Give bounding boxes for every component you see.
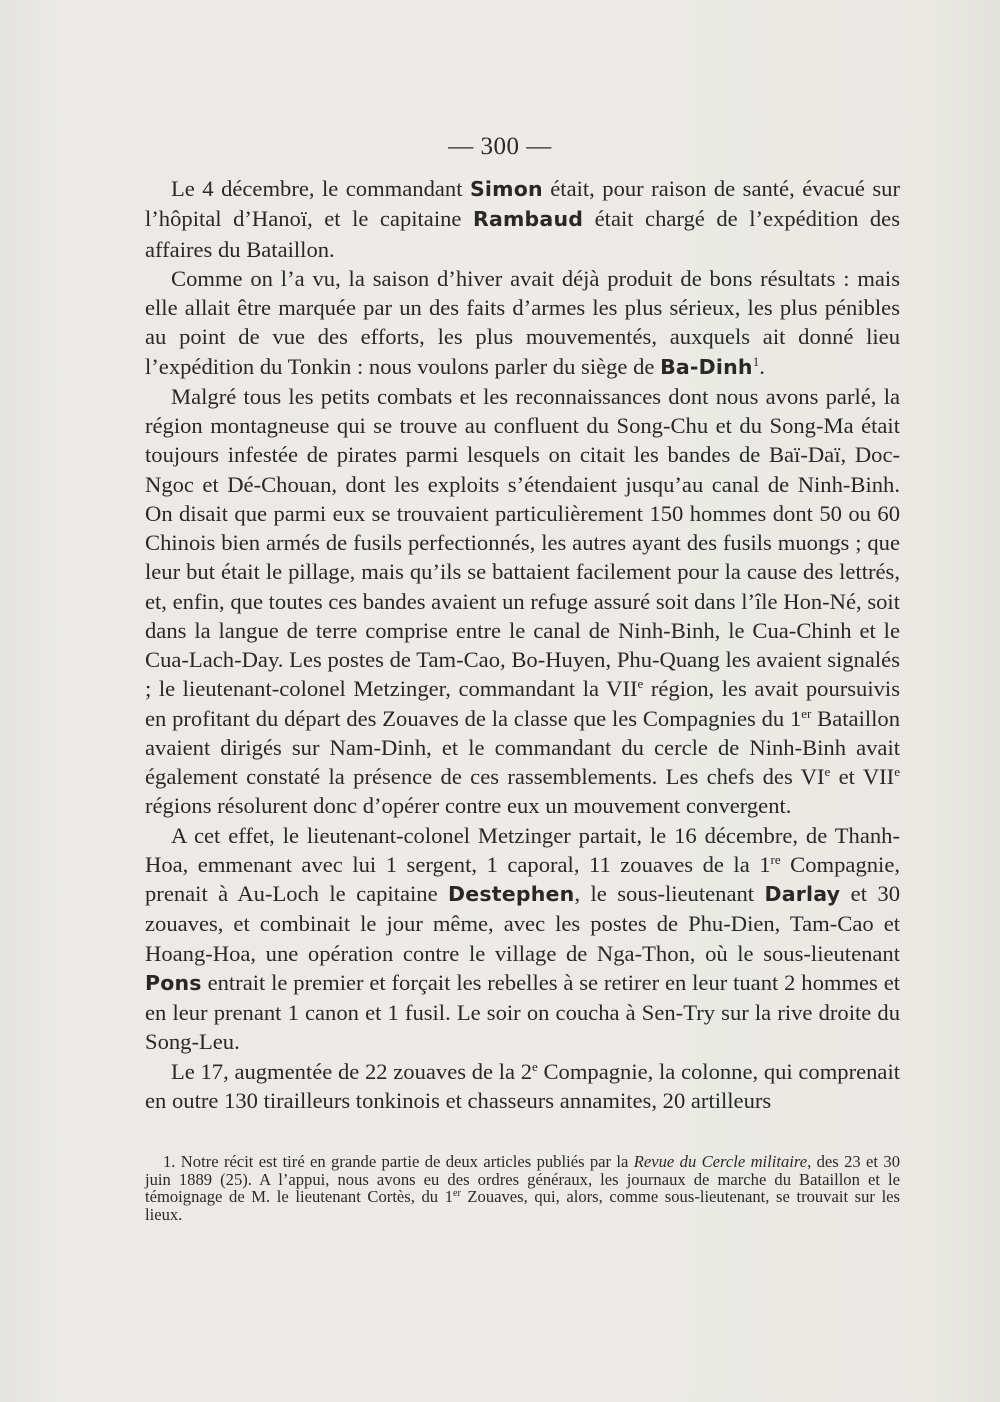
bold-name: Pons [145, 970, 202, 995]
text-run: et VII [830, 764, 895, 789]
paragraph [145, 1057, 900, 1116]
bold-name: Rambaud [472, 207, 584, 232]
text-run: Le 17, augmentée de 22 zouaves de la 2 [171, 1058, 533, 1084]
superscript: 1 [752, 353, 760, 369]
superscript: er [801, 705, 812, 721]
text-run: Compagnie, la colonne, qui comprenait en outre 130 tirailleurs tonkinois et chasseurs annamites, 20 artilleurs [145, 1058, 901, 1113]
text-run: Le 4 décembre, le commandant [171, 176, 470, 201]
text-run: était, pour raison de santé, évacué sur l’hôpital d’Hanoï, et le capitaine [145, 176, 900, 232]
superscript: er [453, 1188, 461, 1200]
paragraph [145, 174, 900, 264]
text-run: Comme on l’a vu, la saison d’hiver avait déjà produit de bons résultats : mais elle allait être marquée par un des faits d’armes les plus sérieux, les plus pénibles au point de vue des efforts, les plus mouvementés, auxquels ait donné lieu l’expédition du Tonkin : nous voulons parler du siège de [145, 265, 900, 379]
text-run: Zouaves, qui, alors, comme sous-lieutenant, se trouvait sur les lieux. [145, 1187, 901, 1224]
paragraph [145, 382, 900, 821]
superscript: e [894, 764, 900, 779]
superscript: re [770, 851, 781, 867]
paragraph [145, 821, 900, 1057]
text-run: région, les avait poursuivis en profitant du départ des Zouaves de la classe que les Compagnies du 1 [145, 676, 900, 731]
page-number: — 300 — [448, 133, 552, 160]
bold-name: Simon [469, 177, 543, 201]
footnotes [145, 1153, 900, 1223]
text-run: . [759, 353, 765, 379]
text-run: Bataillon avaient dirigés sur Nam-Dinh, et le commandant du cercle de Ninh-Binh avait également constaté la présence de ces rassemblements. Les chefs des VI [145, 705, 900, 789]
text-run: entrait le premier et forçait les rebelles à se retirer en leur tuant 2 hommes et en leur prenant 1 canon et 1 fusil. Le soir on coucha à Sen-Try sur la rive droite du Song-Leu. [145, 969, 900, 1055]
bold-name: Ba-Dinh [660, 354, 753, 379]
bold-name: Destephen [448, 882, 575, 906]
bold-name: Darlay [764, 882, 841, 906]
body-text [145, 174, 900, 1115]
footnote [145, 1153, 900, 1223]
text-run: A cet effet, le lieutenant-colonel Metzinger partait, le 16 décembre, de Thanh-Hoa, emmenant avec lui 1 sergent, 1 caporal, 11 zouaves de la 1 [145, 822, 900, 877]
superscript: e [824, 764, 831, 779]
paragraph [145, 264, 900, 382]
text-run: Compagnie, prenait à Au-Loch le capitaine [145, 851, 900, 906]
text-run: Malgré tous les petits combats et les reconnaissances dont nous avons parlé, la région montagneuse qui se trouve au confluent du Song-Chu et du Song-Ma était toujours infestée de pirates parmi lesquels on citait les bandes de Baï-Daï, Doc-Ngoc et Dé-Chouan, dont les exploits s’étendaient jusqu’au canal de Ninh-Binh. On disait que parmi eux se trouvaient particulièrement 150 hommes dont 50 ou 60 Chinois bien armés de fusils perfectionnés, les autres ayant des fusils muongs ; que leur but était le pillage, mais qu’ils se battaient facilement pour la cause des lettrés, et, enfin, que toutes ces bandes avaient un refuge assuré soit dans l’île Hon-Né, soit dans la langue de terre comprise entre le canal de Ninh-Binh, le Cua-Chinh et le Cua-Lach-Day. Les postes de Tam-Cao, Bo-Huyen, Phu-Quang les avaient signalés ; le lieutenant-colonel Metzinger, commandant la VII [145, 383, 900, 702]
text-run: était chargé de l’expédition des affaires du Bataillon. [145, 206, 900, 262]
text-run: et 30 zouaves, et combinait le jour même, avec les postes de Phu-Dien, Tam-Cao et Hoang-Hoa, une opération contre le village de Nga-Thon, où le sous-lieutenant [145, 881, 901, 966]
superscript: e [637, 676, 644, 692]
text-run: régions résolurent donc d’opérer contre eux un mouvement convergent. [145, 793, 792, 819]
text-run: 1. Notre récit est tiré en grande partie de deux articles publiés par la [163, 1152, 634, 1171]
text-run: , le sous-lieutenant [574, 881, 765, 906]
superscript: e [532, 1058, 538, 1074]
italic-title: Revue du Cercle militaire [633, 1152, 808, 1171]
text-run: , des 23 et 30 juin 1889 (25). A l’appui, nous avons eu des ordres généraux, les journaux de marche du Bataillon et le témoignage de M. le lieutenant Cortès, du 1 [145, 1152, 900, 1207]
